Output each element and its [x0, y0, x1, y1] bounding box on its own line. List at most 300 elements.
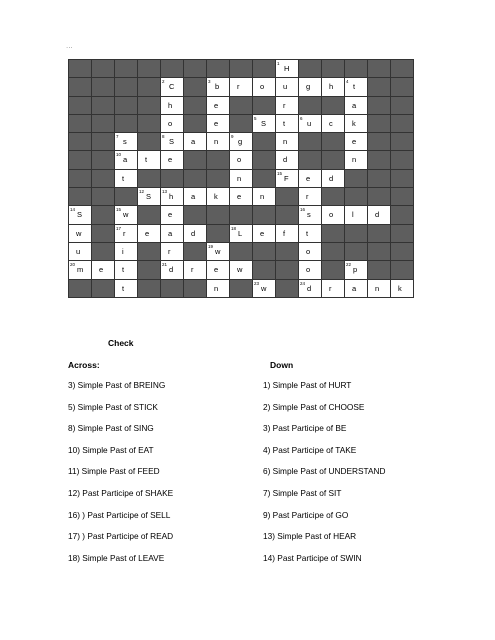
- grid-block: [92, 225, 114, 242]
- grid-block: [92, 170, 114, 187]
- cell-letter: r: [306, 192, 309, 202]
- grid-cell: [69, 243, 91, 260]
- grid-cell: [368, 206, 390, 223]
- grid-block: [253, 261, 275, 278]
- grid-block: [391, 78, 413, 95]
- cell-letter: t: [122, 283, 125, 293]
- clue-number: 17: [116, 225, 122, 231]
- grid-cell: [69, 225, 91, 242]
- grid-cell: [253, 115, 275, 132]
- grid-block: [322, 225, 344, 242]
- cell-letter: h: [169, 192, 174, 202]
- cell-letter: S: [169, 137, 175, 147]
- across-clue: 5) Simple Past of STICK: [68, 401, 158, 412]
- grid-cell: [138, 188, 160, 205]
- cell-letter: e: [214, 118, 219, 128]
- cell-letter: w: [215, 246, 221, 256]
- grid-block: [184, 115, 206, 132]
- grid-cell: [345, 206, 367, 223]
- cell-letter: w: [76, 228, 82, 238]
- cell-letter: n: [283, 137, 288, 147]
- cell-letter: d: [191, 228, 196, 238]
- grid-block: [69, 133, 91, 150]
- grid-cell: [207, 115, 229, 132]
- cell-letter: i: [122, 246, 124, 256]
- grid-cell: [230, 78, 252, 95]
- cell-letter: e: [237, 192, 242, 202]
- grid-block: [345, 225, 367, 242]
- cell-letter: r: [283, 100, 286, 110]
- grid-block: [391, 206, 413, 223]
- down-clue: 3) Past Participe of BE: [263, 423, 347, 434]
- grid-block: [253, 97, 275, 114]
- grid-block: [138, 243, 160, 260]
- cell-letter: o: [237, 155, 242, 165]
- cell-letter: e: [214, 265, 219, 275]
- cell-letter: t: [122, 173, 125, 183]
- cell-letter: t: [306, 228, 309, 238]
- cell-letter: t: [122, 265, 125, 275]
- grid-cell: [115, 243, 137, 260]
- grid-block: [184, 206, 206, 223]
- grid-block: [368, 243, 390, 260]
- grid-block: [276, 188, 298, 205]
- grid-block: [161, 60, 183, 77]
- down-clue: 2) Simple Past of CHOOSE: [263, 401, 365, 412]
- grid-block: [69, 280, 91, 297]
- cell-letter: a: [352, 100, 357, 110]
- cell-letter: e: [145, 228, 150, 238]
- grid-block: [299, 133, 321, 150]
- grid-block: [230, 97, 252, 114]
- grid-block: [138, 280, 160, 297]
- cell-letter: t: [353, 82, 356, 92]
- grid-block: [322, 261, 344, 278]
- grid-cell: [207, 188, 229, 205]
- grid-cell: [138, 151, 160, 168]
- cell-letter: e: [168, 155, 173, 165]
- grid-block: [138, 115, 160, 132]
- grid-cell: [345, 261, 367, 278]
- cell-letter: e: [306, 173, 311, 183]
- grid-cell: [253, 225, 275, 242]
- cell-letter: k: [398, 283, 402, 293]
- down-clue: 14) Past Participe of SWIN: [263, 552, 362, 563]
- grid-cell: [345, 115, 367, 132]
- clue-number: 4: [346, 79, 349, 85]
- grid-block: [92, 78, 114, 95]
- cell-letter: L: [238, 228, 243, 238]
- grid-block: [368, 225, 390, 242]
- grid-cell: [207, 261, 229, 278]
- cell-letter: w: [261, 283, 267, 293]
- grid-cell: [276, 115, 298, 132]
- grid-block: [92, 60, 114, 77]
- grid-block: [115, 188, 137, 205]
- cell-letter: e: [352, 137, 357, 147]
- grid-cell: [322, 280, 344, 297]
- crossword-grid: [68, 59, 414, 298]
- grid-block: [207, 170, 229, 187]
- down-clue: 1) Simple Past of HURT: [263, 380, 352, 390]
- grid-cell: [299, 78, 321, 95]
- grid-block: [230, 60, 252, 77]
- cell-letter: S: [146, 192, 152, 202]
- grid-cell: [230, 133, 252, 150]
- grid-block: [184, 60, 206, 77]
- grid-cell: [161, 188, 183, 205]
- grid-block: [184, 78, 206, 95]
- clue-number: 16: [300, 207, 306, 213]
- clue-number: 2: [162, 79, 165, 85]
- grid-cell: [161, 243, 183, 260]
- grid-block: [391, 97, 413, 114]
- grid-cell: [299, 225, 321, 242]
- grid-cell: [345, 78, 367, 95]
- clue-number: 18: [231, 225, 237, 231]
- grid-cell: [276, 78, 298, 95]
- grid-block: [368, 133, 390, 150]
- cell-letter: u: [283, 82, 288, 92]
- grid-block: [368, 60, 390, 77]
- grid-block: [391, 133, 413, 150]
- cell-letter: S: [261, 118, 267, 128]
- grid-block: [368, 188, 390, 205]
- grid-cell: [161, 151, 183, 168]
- grid-cell: [207, 78, 229, 95]
- grid-cell: [299, 206, 321, 223]
- cell-letter: n: [214, 283, 219, 293]
- grid-block: [207, 225, 229, 242]
- grid-block: [92, 151, 114, 168]
- cell-letter: e: [214, 100, 219, 110]
- cell-letter: d: [375, 210, 380, 220]
- grid-cell: [345, 133, 367, 150]
- cell-letter: d: [307, 283, 312, 293]
- cell-letter: w: [123, 210, 129, 220]
- grid-cell: [322, 170, 344, 187]
- grid-cell: [161, 78, 183, 95]
- grid-cell: [230, 151, 252, 168]
- grid-cell: [345, 97, 367, 114]
- cell-letter: o: [329, 210, 334, 220]
- grid-block: [161, 280, 183, 297]
- grid-block: [69, 97, 91, 114]
- grid-cell: [345, 280, 367, 297]
- grid-block: [253, 206, 275, 223]
- grid-block: [368, 261, 390, 278]
- grid-block: [115, 115, 137, 132]
- grid-cell: [322, 206, 344, 223]
- down-heading: Down: [270, 360, 294, 370]
- grid-block: [391, 115, 413, 132]
- grid-block: [299, 97, 321, 114]
- across-clue: 8) Simple Past of SING: [68, 423, 154, 434]
- grid-block: [345, 243, 367, 260]
- across-clue: 11) Simple Past of FEED: [68, 466, 160, 477]
- cell-letter: k: [352, 118, 356, 128]
- grid-cell: [230, 170, 252, 187]
- grid-cell: [115, 225, 137, 242]
- grid-cell: [184, 188, 206, 205]
- header-mark: ...: [66, 41, 73, 50]
- grid-block: [391, 170, 413, 187]
- cell-letter: k: [214, 192, 218, 202]
- grid-cell: [207, 133, 229, 150]
- cell-letter: u: [76, 246, 81, 256]
- cell-letter: c: [329, 118, 333, 128]
- cell-letter: o: [306, 265, 311, 275]
- grid-cell: [138, 225, 160, 242]
- grid-block: [184, 170, 206, 187]
- cell-letter: n: [260, 192, 265, 202]
- grid-cell: [276, 225, 298, 242]
- cell-letter: d: [169, 265, 174, 275]
- grid-cell: [184, 133, 206, 150]
- clue-number: 13: [162, 189, 168, 195]
- grid-cell: [115, 261, 137, 278]
- clue-number: 6: [300, 115, 303, 121]
- cell-letter: f: [283, 228, 286, 238]
- grid-block: [368, 115, 390, 132]
- grid-cell: [161, 115, 183, 132]
- grid-cell: [345, 151, 367, 168]
- grid-block: [299, 60, 321, 77]
- grid-cell: [276, 151, 298, 168]
- grid-cell: [207, 243, 229, 260]
- grid-block: [184, 151, 206, 168]
- cell-letter: r: [191, 265, 194, 275]
- grid-cell: [276, 97, 298, 114]
- grid-cell: [115, 133, 137, 150]
- grid-block: [391, 188, 413, 205]
- cell-letter: b: [215, 82, 220, 92]
- grid-block: [207, 151, 229, 168]
- clue-number: 20: [70, 262, 76, 268]
- grid-block: [230, 115, 252, 132]
- across-clue: 3) Simple Past of BREING: [68, 380, 166, 390]
- grid-cell: [253, 78, 275, 95]
- cell-letter: n: [352, 155, 357, 165]
- cell-letter: r: [123, 228, 126, 238]
- cell-letter: d: [283, 155, 288, 165]
- grid-block: [322, 60, 344, 77]
- cell-letter: a: [123, 155, 128, 165]
- grid-block: [345, 188, 367, 205]
- clue-number: 9: [231, 134, 234, 140]
- cell-letter: g: [238, 137, 243, 147]
- cell-letter: h: [168, 100, 173, 110]
- grid-block: [92, 97, 114, 114]
- grid-cell: [161, 261, 183, 278]
- cell-letter: n: [237, 173, 242, 183]
- cell-letter: h: [329, 82, 334, 92]
- grid-cell: [230, 261, 252, 278]
- grid-block: [391, 225, 413, 242]
- grid-block: [69, 188, 91, 205]
- grid-block: [138, 170, 160, 187]
- grid-block: [138, 133, 160, 150]
- grid-block: [276, 280, 298, 297]
- grid-block: [368, 78, 390, 95]
- grid-cell: [184, 225, 206, 242]
- grid-block: [276, 243, 298, 260]
- grid-cell: [230, 225, 252, 242]
- grid-block: [184, 97, 206, 114]
- grid-cell: [391, 280, 413, 297]
- cell-letter: e: [99, 265, 104, 275]
- across-clue: 18) Simple Past of LEAVE: [68, 552, 165, 563]
- cell-letter: F: [284, 173, 289, 183]
- grid-block: [253, 60, 275, 77]
- cell-letter: n: [375, 283, 380, 293]
- cell-letter: l: [352, 210, 354, 220]
- cell-letter: e: [168, 210, 173, 220]
- grid-block: [253, 170, 275, 187]
- grid-block: [276, 206, 298, 223]
- clue-number: 1: [277, 61, 280, 66]
- grid-cell: [69, 261, 91, 278]
- clue-number: 10: [116, 152, 122, 158]
- grid-block: [69, 151, 91, 168]
- grid-block: [92, 133, 114, 150]
- grid-block: [138, 78, 160, 95]
- cell-letter: a: [168, 228, 173, 238]
- grid-block: [253, 243, 275, 260]
- grid-block: [69, 170, 91, 187]
- grid-cell: [253, 280, 275, 297]
- grid-block: [391, 243, 413, 260]
- grid-cell: [207, 97, 229, 114]
- cell-letter: m: [77, 265, 84, 275]
- grid-block: [391, 151, 413, 168]
- grid-cell: [115, 206, 137, 223]
- grid-block: [322, 97, 344, 114]
- clue-number: 23: [254, 280, 260, 286]
- clue-number: 5: [254, 115, 257, 121]
- grid-block: [368, 151, 390, 168]
- clue-number: 14: [70, 207, 76, 213]
- cell-letter: t: [145, 155, 148, 165]
- clue-number: 12: [139, 189, 145, 195]
- cell-letter: a: [191, 137, 196, 147]
- grid-cell: [115, 151, 137, 168]
- cell-letter: o: [168, 118, 173, 128]
- grid-cell: [299, 243, 321, 260]
- check-heading: Check: [108, 338, 134, 348]
- grid-block: [253, 151, 275, 168]
- grid-block: [368, 97, 390, 114]
- grid-block: [253, 133, 275, 150]
- grid-block: [69, 60, 91, 77]
- grid-cell: [368, 280, 390, 297]
- down-clue: 13) Simple Past of HEAR: [263, 531, 357, 542]
- cell-letter: o: [306, 246, 311, 256]
- across-clue: 17) ) Past Participe of READ: [68, 531, 174, 542]
- grid-block: [138, 97, 160, 114]
- grid-block: [92, 188, 114, 205]
- grid-block: [115, 60, 137, 77]
- grid-block: [322, 133, 344, 150]
- cell-letter: C: [169, 82, 175, 92]
- cell-letter: r: [329, 283, 332, 293]
- down-clue: 7) Simple Past of SIT: [263, 488, 342, 498]
- cell-letter: s: [123, 137, 127, 147]
- clue-number: 15: [116, 207, 122, 213]
- cell-letter: H: [284, 64, 290, 73]
- grid-block: [207, 60, 229, 77]
- cell-letter: a: [191, 192, 196, 202]
- cell-letter: S: [77, 210, 83, 220]
- grid-block: [391, 60, 413, 77]
- clue-number: 24: [300, 280, 306, 286]
- grid-block: [115, 78, 137, 95]
- grid-cell: [276, 133, 298, 150]
- grid-block: [92, 243, 114, 260]
- across-clue: 12) Past Participe of SHAKE: [68, 488, 174, 498]
- grid-cell: [115, 170, 137, 187]
- cell-letter: w: [237, 265, 243, 275]
- grid-cell: [161, 206, 183, 223]
- grid-cell: [276, 60, 298, 77]
- grid-block: [230, 206, 252, 223]
- grid-cell: [253, 188, 275, 205]
- clue-number: 3: [208, 79, 211, 85]
- grid-cell: [299, 188, 321, 205]
- cell-letter: n: [214, 137, 219, 147]
- grid-cell: [184, 261, 206, 278]
- grid-block: [138, 60, 160, 77]
- grid-block: [69, 78, 91, 95]
- grid-cell: [230, 188, 252, 205]
- grid-block: [391, 261, 413, 278]
- grid-cell: [299, 261, 321, 278]
- cell-letter: a: [352, 283, 357, 293]
- grid-block: [230, 280, 252, 297]
- grid-block: [69, 115, 91, 132]
- grid-cell: [276, 170, 298, 187]
- grid-block: [276, 261, 298, 278]
- cell-letter: d: [329, 173, 334, 183]
- across-clue: 16) ) Past Participe of SELL: [68, 509, 171, 520]
- grid-block: [92, 206, 114, 223]
- clue-number: 22: [346, 262, 352, 268]
- grid-cell: [322, 78, 344, 95]
- grid-cell: [161, 97, 183, 114]
- grid-block: [184, 243, 206, 260]
- grid-cell: [299, 170, 321, 187]
- grid-block: [207, 206, 229, 223]
- grid-block: [322, 188, 344, 205]
- grid-cell: [69, 206, 91, 223]
- grid-cell: [115, 280, 137, 297]
- grid-cell: [161, 133, 183, 150]
- down-clue: 6) Simple Past of UNDERSTAND: [263, 466, 386, 477]
- grid-block: [92, 115, 114, 132]
- grid-block: [184, 280, 206, 297]
- clue-number: 15: [277, 170, 283, 176]
- grid-block: [115, 97, 137, 114]
- grid-block: [138, 206, 160, 223]
- across-heading: Across:: [68, 360, 100, 370]
- grid-cell: [299, 280, 321, 297]
- down-clue: 9) Past Participe of GO: [263, 509, 349, 520]
- cell-letter: p: [353, 265, 358, 275]
- grid-block: [368, 170, 390, 187]
- clue-number: 21: [162, 262, 168, 268]
- cell-letter: e: [260, 228, 265, 238]
- cell-letter: s: [307, 210, 311, 220]
